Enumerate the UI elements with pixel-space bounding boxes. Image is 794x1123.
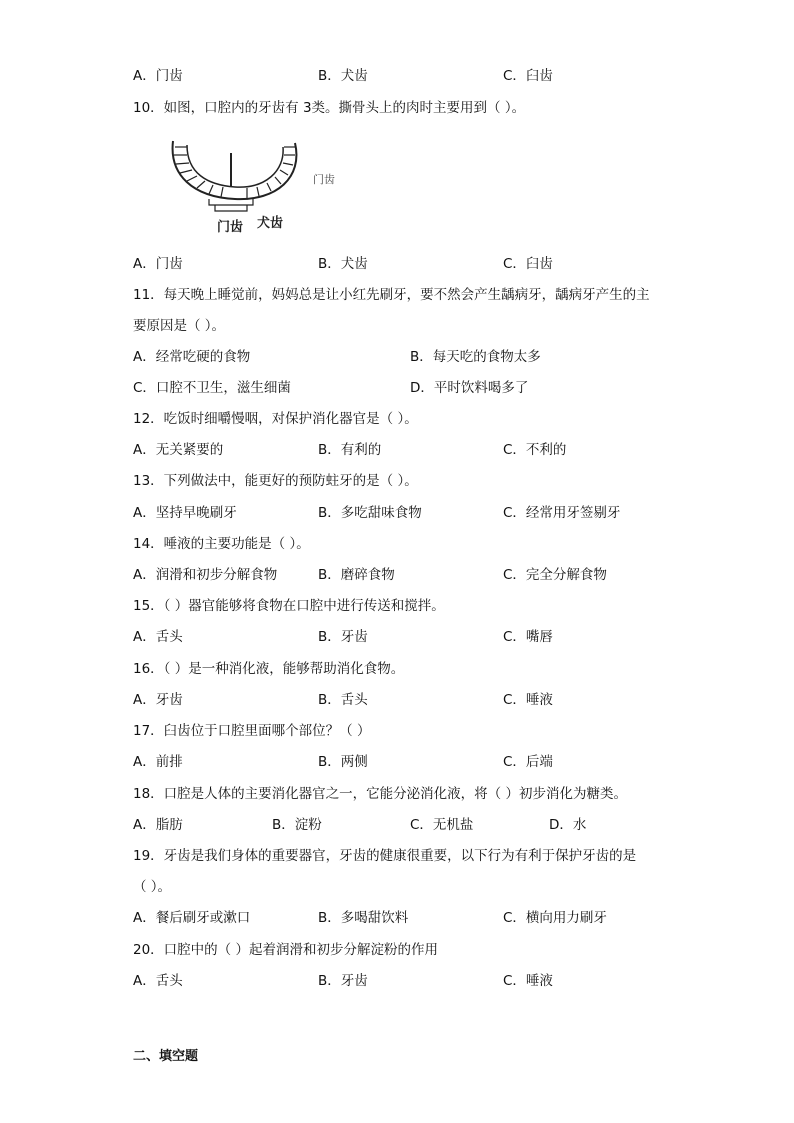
section-title: 二、填空题 bbox=[133, 1049, 199, 1064]
q18-question: 18．口腔是人体的主要消化器官之一，它能分泌消化液，将（ ）初步消化为糖类。 bbox=[133, 786, 627, 802]
teeth-diagram-svg bbox=[165, 135, 345, 240]
q11-question-line1: 11．每天晚上睡觉前，妈妈总是让小红先刷牙，要不然会产生龋病牙，龋病牙产生的主 bbox=[133, 287, 650, 303]
q16-question: 16．（ ）是一种消化液，能够帮助消化食物。 bbox=[133, 661, 405, 677]
q20-option-c: C．唾液 bbox=[503, 973, 553, 989]
q15-question: 15．（ ）器官能够将食物在口腔中进行传送和搅拌。 bbox=[133, 598, 445, 614]
q18-option-c: C．无机盐 bbox=[410, 817, 474, 833]
q15-option-b: B．牙齿 bbox=[318, 629, 368, 645]
q14-option-c: C．完全分解食物 bbox=[503, 567, 607, 583]
q18-option-d: D．水 bbox=[549, 817, 587, 833]
q10-option-c: C．臼齿 bbox=[503, 256, 553, 272]
q9-option-a: A．门齿 bbox=[133, 68, 183, 84]
canine-label: 犬齿 bbox=[257, 216, 284, 231]
q17-option-a: A．前排 bbox=[133, 754, 183, 770]
q11-option-a: A．经常吃硬的食物 bbox=[133, 349, 251, 365]
q13-question: 13．下列做法中，能更好的预防蛀牙的是（ ）。 bbox=[133, 473, 418, 489]
q14-option-a: A．润滑和初步分解食物 bbox=[133, 567, 278, 583]
q11-option-b: B．每天吃的食物太多 bbox=[410, 349, 541, 365]
q20-option-a: A．舌头 bbox=[133, 973, 183, 989]
q17-option-c: C．后端 bbox=[503, 754, 553, 770]
q17-question: 17．臼齿位于口腔里面哪个部位？（ ） bbox=[133, 723, 371, 739]
q20-option-b: B．牙齿 bbox=[318, 973, 368, 989]
q19-option-a: A．餐后刷牙或漱口 bbox=[133, 910, 251, 926]
q12-option-b: B．有利的 bbox=[318, 442, 382, 458]
q20-question: 20．口腔中的（ ）起着润滑和初步分解淀粉的作用 bbox=[133, 942, 438, 958]
q12-option-a: A．无关紧要的 bbox=[133, 442, 224, 458]
q19-option-c: C．横向用力刷牙 bbox=[503, 910, 607, 926]
q11-option-c: C．口腔不卫生，滋生细菌 bbox=[133, 380, 291, 396]
q18-option-a: A．脂肪 bbox=[133, 817, 183, 833]
q10-option-b: B．犬齿 bbox=[318, 256, 368, 272]
q12-question: 12．吃饭时细嚼慢咽，对保护消化器官是（ ）。 bbox=[133, 411, 418, 427]
q10-question: 10．如图，口腔内的牙齿有 3类。撕骨头上的肉时主要用到（ ）。 bbox=[133, 100, 526, 116]
teeth-diagram bbox=[165, 135, 345, 240]
q16-option-a: A．牙齿 bbox=[133, 692, 183, 708]
q13-option-a: A．坚持早晚刷牙 bbox=[133, 505, 237, 521]
q13-option-c: C．经常用牙签剔牙 bbox=[503, 505, 621, 521]
q11-question-line2: 要原因是（ ）。 bbox=[133, 318, 226, 334]
side-label: 门齿 bbox=[313, 173, 335, 186]
q13-option-b: B．多吃甜味食物 bbox=[318, 505, 422, 521]
incisor-label: 门齿 bbox=[217, 220, 244, 235]
q19-question-line1: 19．牙齿是我们身体的重要器官，牙齿的健康很重要，以下行为有利于保护牙齿的是 bbox=[133, 848, 637, 864]
q16-option-b: B．舌头 bbox=[318, 692, 368, 708]
q14-question: 14．唾液的主要功能是（ ）。 bbox=[133, 536, 310, 552]
q18-option-b: B．淀粉 bbox=[272, 817, 322, 833]
q9-option-b: B．犬齿 bbox=[318, 68, 368, 84]
q15-option-c: C．嘴唇 bbox=[503, 629, 553, 645]
q10-option-a: A．门齿 bbox=[133, 256, 183, 272]
q14-option-b: B．磨碎食物 bbox=[318, 567, 395, 583]
q12-option-c: C．不利的 bbox=[503, 442, 567, 458]
q11-option-d: D．平时饮料喝多了 bbox=[410, 380, 529, 396]
q19-option-b: B．多喝甜饮料 bbox=[318, 910, 409, 926]
q19-question-line2: （ ）。 bbox=[133, 879, 172, 895]
q17-option-b: B．两侧 bbox=[318, 754, 368, 770]
q16-option-c: C．唾液 bbox=[503, 692, 553, 708]
q15-option-a: A．舌头 bbox=[133, 629, 183, 645]
q9-option-c: C．臼齿 bbox=[503, 68, 553, 84]
